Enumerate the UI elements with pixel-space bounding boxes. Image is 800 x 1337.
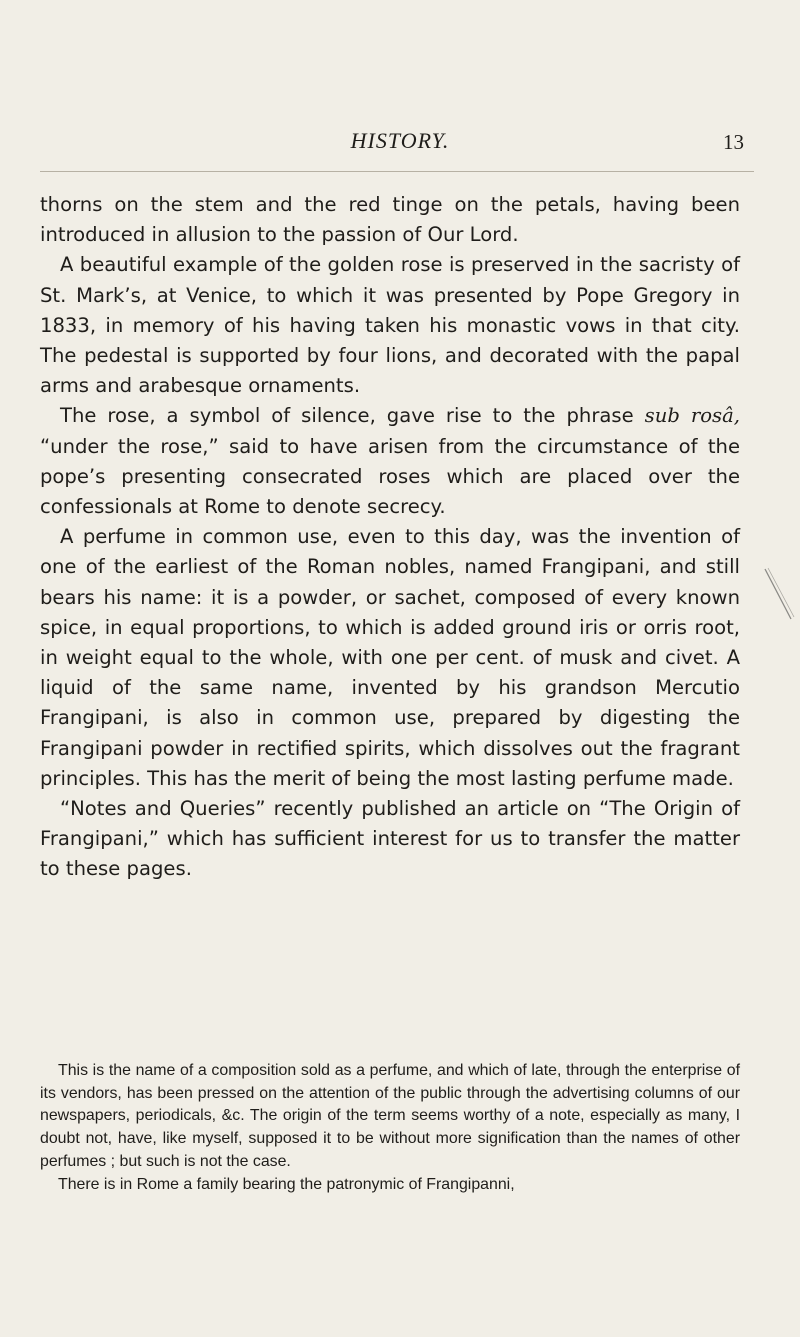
paragraph-lead: The rose, a symbol of silence, gave rise to the phrase — [60, 404, 634, 428]
margin-pencil-mark — [761, 565, 797, 625]
running-title: HISTORY. — [350, 128, 450, 153]
excerpt-paragraph: There is in Rome a family bearing the patronymic of Frangipanni, — [58, 1175, 515, 1193]
body-paragraph — [40, 401, 740, 522]
quoted-excerpt — [40, 1060, 740, 1196]
page-number: 13 — [723, 130, 744, 154]
body-paragraph: A perfume in common use, even to this day, was the invention of one of the earliest of the Roman nobles, named Frangipani, and still bears his name: it is a powder, or sachet, composed of every known spice, in equal proportions, to which is added ground iris or orris root, in weight equal to the whole, with one per cent. of musk and civet. A liquid of the same name, invented by his grandson Mercutio Frangipani, is also in common use, prepared by digesting the Frangipani powder in rectified spirits, which dissolves out the fragrant principles. This has the merit of being the most lasting perfume made. — [40, 525, 740, 790]
running-head — [0, 128, 800, 158]
header-rule — [40, 171, 754, 172]
paragraph-rest: “under the rose,” said to have arisen from the circumstance of the pope’s presenting consecrated roses which are placed over the confessionals at Rome to denote secrecy. — [40, 434, 740, 519]
body-paragraph: thorns on the stem and the red tinge on the petals, having been introduced in allusion to the passion of Our Lord. — [40, 193, 740, 247]
body-paragraph: “Notes and Queries” recently published an article on “The Origin of Frangipani,” which has sufficient interest for us to transfer the matter to these pages. — [40, 797, 740, 881]
latin-phrase: sub rosâ, — [644, 404, 740, 428]
body-text — [40, 190, 740, 885]
body-paragraph: A beautiful example of the golden rose is preserved in the sacristy of St. Mark’s, at Venice, to which it was presented by Pope Gregory in 1833, in memory of his having taken his monastic vows in that city. The pedestal is supported by four lions, and decorated with the papal arms and arabesque ornaments. — [40, 253, 740, 398]
excerpt-paragraph: This is the name of a composition sold as a perfume, and which of late, through the enterprise of its vendors, has been pressed on the attention of the public through the advertising columns of our newspapers, periodicals, &c. The origin of the term seems worthy of a note, especially as many, I doubt not, have, like myself, supposed it to be without more signification than the names of other perfumes ; but such is not the case. — [40, 1062, 740, 1170]
